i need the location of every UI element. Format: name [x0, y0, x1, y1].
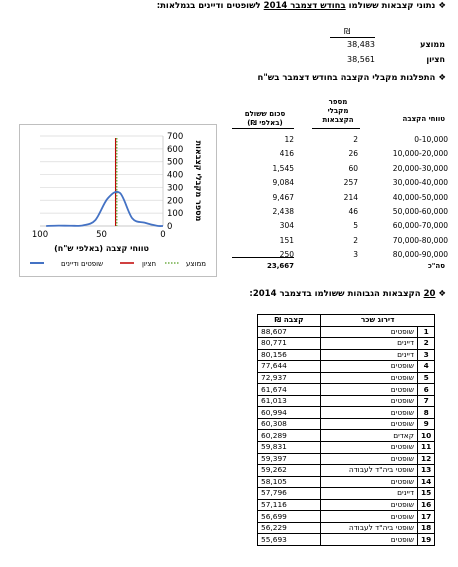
header-rank-role: דירוג שכר: [321, 315, 435, 327]
role-cell: שופטים: [321, 384, 418, 396]
table-row: [258, 349, 435, 361]
top-table-header-row: [258, 315, 435, 327]
header-count-l1: מספר: [328, 98, 348, 106]
role-cell: שופטים: [321, 511, 418, 523]
rank-cell: 7: [418, 395, 435, 407]
distribution-chart: [19, 124, 217, 277]
amount-cell: 77,644: [258, 361, 321, 373]
role-cell: שופטים: [321, 418, 418, 430]
avg-label: ממוצע: [420, 40, 445, 49]
total-label: סה"כ: [427, 262, 445, 270]
dist-row-range: 80,000-90,000: [392, 250, 448, 260]
dist-row-count: 5: [353, 221, 358, 231]
legend-label-average: ממוצע: [186, 260, 206, 268]
dist-row-count: 46: [348, 207, 358, 216]
table-row: [258, 395, 435, 407]
section2-title-text: התפלגות מקבלי הקצבה בחודש דצמבר בש"ח: [257, 73, 436, 83]
avg-currency-header: ₪: [344, 27, 351, 36]
amount-cell: 80,771: [258, 338, 321, 350]
table-row: [258, 361, 435, 373]
y-tick-label: 600: [167, 144, 184, 155]
section2-title: [258, 73, 446, 83]
role-cell: דיינים: [321, 488, 418, 500]
dist-row-range: 20,000-30,000: [392, 163, 448, 173]
rank-cell: 1: [418, 326, 435, 338]
role-cell: שופטים: [321, 442, 418, 454]
rank-cell: 2: [418, 338, 435, 350]
total-sum: 23,667: [266, 262, 294, 270]
dist-row-count: 2: [353, 135, 358, 144]
amount-cell: 57,796: [258, 488, 321, 500]
amount-cell: 80,156: [258, 349, 321, 361]
dist-row-sum: 12: [284, 135, 294, 144]
dist-row-sum: 151: [279, 235, 294, 245]
section3-title-text: הקצבאות הגבוהות ששולמו בדצמבר 2014:: [249, 289, 421, 299]
amount-cell: 59,262: [258, 465, 321, 477]
header-amount: קצבה ₪: [258, 315, 321, 327]
table-row: [258, 522, 435, 534]
dist-row-sum: 304: [279, 221, 294, 231]
section3-title: [249, 289, 446, 299]
table-row: [258, 418, 435, 430]
rank-cell: 16: [418, 499, 435, 511]
role-cell: שופטים: [321, 534, 418, 546]
dist-row-count: 214: [343, 192, 358, 202]
y-axis-label: מספר מקבלי קצבאות: [194, 140, 203, 222]
x-tick-label: 100: [31, 230, 49, 240]
diamond-bullet-icon: ❖: [438, 73, 446, 83]
rank-cell: 12: [418, 453, 435, 465]
dist-row-range: 60,000-70,000: [392, 221, 448, 231]
role-cell: שופטים: [321, 499, 418, 511]
series-line-judges: [46, 192, 163, 226]
table-row: [258, 465, 435, 477]
dist-row-range: 10,000-20,000: [392, 149, 448, 159]
x-tick-label: 0: [160, 230, 166, 240]
header-sum-l1: סכום ששולם: [244, 110, 286, 118]
amount-cell: 59,397: [258, 453, 321, 465]
legend-label-judges: שופטים ודיינים: [60, 260, 104, 268]
amount-cell: 59,831: [258, 442, 321, 454]
y-tick-label: 0: [167, 222, 173, 232]
role-cell: שופטי ביה"ד לעבודה: [321, 465, 418, 477]
amount-cell: 56,229: [258, 522, 321, 534]
table-row: [258, 372, 435, 384]
dist-row-sum: 9,084: [272, 178, 294, 188]
table-row: [258, 511, 435, 523]
rank-cell: 19: [418, 534, 435, 546]
table-row: [258, 430, 435, 442]
avg-header-rule: [330, 37, 375, 38]
diamond-bullet-icon: ❖: [438, 289, 446, 299]
header-count: [312, 98, 364, 125]
header-sum-l2: (באלפי ₪): [247, 119, 283, 127]
section1-title: [157, 1, 446, 11]
table-row: [258, 338, 435, 350]
dist-row-sum: 1,545: [272, 163, 294, 173]
role-cell: דיינים: [321, 338, 418, 350]
amount-cell: 61,013: [258, 395, 321, 407]
section1-title-underlined: בחודש דצמבר 2014: [263, 1, 346, 11]
rank-cell: 15: [418, 488, 435, 500]
y-tick-label: 300: [167, 183, 184, 194]
table-row: [258, 499, 435, 511]
amount-cell: 56,699: [258, 511, 321, 523]
y-tick-label: 100: [167, 209, 184, 220]
rank-cell: 5: [418, 372, 435, 384]
rank-cell: 4: [418, 361, 435, 373]
dist-row-count: 60: [348, 163, 358, 173]
amount-cell: 61,674: [258, 384, 321, 396]
rank-cell: 6: [418, 384, 435, 396]
amount-cell: 55,693: [258, 534, 321, 546]
legend-label-median: חציון: [141, 260, 157, 268]
chart-svg: [20, 125, 216, 276]
header-sum: [230, 110, 300, 128]
dist-row-count: 3: [353, 250, 358, 260]
dist-row-range: 50,000-60,000: [392, 207, 448, 216]
section1-title-suffix: לשופטים ודיינים בגמלאות:: [156, 1, 261, 11]
header-sum-rule: [232, 128, 294, 129]
amount-cell: 72,937: [258, 372, 321, 384]
median-label: חציון: [426, 55, 445, 64]
role-cell: שופטים: [321, 372, 418, 384]
x-axis-label: טווחי קצבה (באלפי ש"ח): [54, 244, 149, 253]
dist-row-range: 40,000-50,000: [392, 192, 448, 202]
amount-cell: 88,607: [258, 326, 321, 338]
header-range: טווחי הקצבה: [402, 115, 445, 123]
section3-title-num: 20: [423, 289, 436, 299]
dist-row-sum: 250: [279, 250, 294, 260]
dist-row-sum: 416: [279, 149, 294, 159]
role-cell: דיינים: [321, 349, 418, 361]
y-tick-label: 700: [167, 132, 184, 142]
table-row: [258, 453, 435, 465]
median-value: 38,561: [347, 55, 375, 64]
y-tick-label: 200: [167, 196, 184, 207]
role-cell: שופטי ביה"ד לעבודה: [321, 522, 418, 534]
role-cell: שופטים: [321, 453, 418, 465]
role-cell: שופטים: [321, 326, 418, 338]
dist-row-count: 257: [343, 178, 358, 188]
header-count-l2: מקבלי: [327, 107, 349, 115]
rank-cell: 11: [418, 442, 435, 454]
header-count-rule: [312, 128, 360, 129]
table-row: [258, 488, 435, 500]
rank-cell: 17: [418, 511, 435, 523]
rank-cell: 8: [418, 407, 435, 419]
amount-cell: 60,289: [258, 430, 321, 442]
table-row: [258, 384, 435, 396]
amount-cell: 57,116: [258, 499, 321, 511]
rank-cell: 9: [418, 418, 435, 430]
total-rule: [232, 257, 294, 258]
role-cell: קאדים: [321, 430, 418, 442]
dist-row-range: 70,000-80,000: [392, 235, 448, 245]
header-count-l3: הקצבאות: [322, 116, 354, 124]
rank-cell: 3: [418, 349, 435, 361]
top-table-body: [258, 326, 435, 545]
table-row: [258, 407, 435, 419]
dist-row-range: 30,000-40,000: [392, 178, 448, 188]
section1-title-prefix: נתוני קצבאות ששולמו: [348, 1, 436, 11]
table-row: [258, 476, 435, 488]
amount-cell: 60,308: [258, 418, 321, 430]
amount-cell: 60,994: [258, 407, 321, 419]
amount-cell: 58,105: [258, 476, 321, 488]
dist-row-count: 2: [353, 235, 358, 245]
y-tick-label: 400: [167, 170, 184, 181]
role-cell: שופטים: [321, 361, 418, 373]
x-tick-label: 50: [96, 230, 107, 240]
dist-row-count: 26: [348, 149, 358, 159]
rank-cell: 10: [418, 430, 435, 442]
y-tick-label: 500: [167, 157, 184, 168]
dist-row-range: 0-10,000: [414, 135, 448, 144]
role-cell: שופטים: [321, 395, 418, 407]
table-row: [258, 442, 435, 454]
diamond-bullet-icon: ❖: [438, 1, 446, 11]
dist-row-sum: 9,467: [272, 192, 294, 202]
role-cell: שופטים: [321, 407, 418, 419]
avg-value: 38,483: [347, 40, 375, 49]
rank-cell: 18: [418, 522, 435, 534]
top-pensions-table: [257, 314, 435, 546]
role-cell: שופטים: [321, 476, 418, 488]
rank-cell: 14: [418, 476, 435, 488]
table-row: [258, 326, 435, 338]
dist-row-sum: 2,438: [272, 207, 294, 216]
rank-cell: 13: [418, 465, 435, 477]
table-row: [258, 534, 435, 546]
